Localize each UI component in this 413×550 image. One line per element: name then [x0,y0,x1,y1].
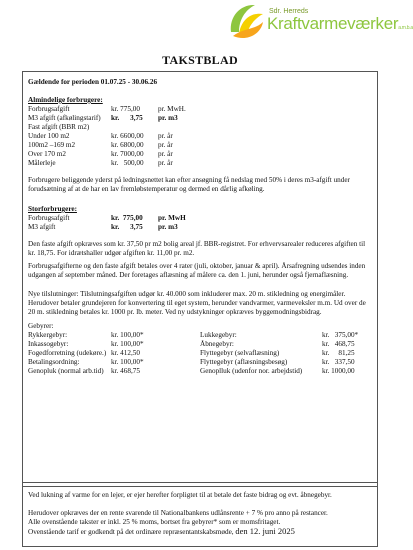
general-row-label: Forbrugsafgift [28,105,70,113]
general-row-unit: pr. år [158,141,173,149]
fee-label: Flyttegebyr (aflæsningsbesøg) [200,358,288,366]
large-row-value: kr. 775,00 [111,214,143,222]
footer-line-4 [28,527,295,537]
general-row-value: kr. 500,00 [111,159,144,167]
general-row-value: kr. 775,00 [111,105,140,113]
fee-label: Genoplluk (udenfor nor. arbejdstid) [200,367,303,375]
general-row-label: 100m2 –169 m2 [28,141,76,149]
meeting-date: den 12. juni 2025 [235,526,295,536]
fee-value: kr. 100,00* [111,331,144,339]
page-title: TAKSTBLAD [162,53,238,67]
general-row-value: kr. 6800,00 [111,141,144,149]
footer-line-4-prefix: Ovenstående tarif er godkendt på det ordinære repræsentantskabsmøde, [28,528,234,536]
general-row-unit: pr. år [158,132,173,140]
large-row-label: M3 afgift [28,223,56,231]
new-connections-text: Nye tilslutninger: Tilslutningsafgiften udgør kr. 40.000 som inkluderer max. 20 m. stikledning og energimåler. Herudover betaler grundejeren for konvertering til eget system, herunder vandvarmer, varmeveksler m.m. Ud over de 20 m. stikledning betales kr. 1000 pr. lb. meter. Ved ny udstykninger opkræves byggemodningsbidrag. [28,290,366,316]
fee-value: kr. 100,00* [111,358,144,366]
logo-suffix: a.m.b.a [398,25,413,31]
fee-label: Fogedforretning (udekøre.) [28,349,107,357]
leaf-logo-icon [225,2,269,46]
general-row-unit: pr. år [158,150,173,158]
company-logo [225,2,413,46]
footer-line-1: Ved lukning af varme for en lejer, er ejer herefter forpligtet til at betale det faste bidrag og evt. åbnegebyr. [28,491,332,499]
general-row-label: Fast afgift (BBR m2) [28,123,90,131]
footer-line-3: Alle ovenstående takster er inkl. 25 % moms, bortset fra gebyrer* som er momsfritaget. [28,518,281,526]
general-row-unit: pr. m3 [158,114,178,122]
fee-label: Inkassogebyr: [28,340,69,348]
fee-label: Betalingsordning: [28,358,80,366]
general-row-label: Målerleje [28,159,56,167]
fees-heading: Gebyrer: [28,322,54,330]
period-heading: Gældende for perioden 01.07.25 - 30.06.26 [28,78,158,86]
general-row-value: kr. 6600,00 [111,132,144,140]
general-row-label: M3 afgift (afkølingstarif) [28,114,101,122]
fee-value: kr. 375,00* [322,331,359,339]
fee-value: kr. 412,50 [111,349,140,357]
fee-value: kr. 100,00* [111,340,144,348]
fee-value: kr. 468,75 [111,367,140,375]
general-row-unit: pr. år [158,159,173,167]
fee-label: Åbnegebyr: [200,340,234,348]
logo-small-text: Sdr. Herreds [269,8,309,15]
fee-label: Rykkergebyr: [28,331,68,339]
large-row-unit: pr. MwH [158,214,186,222]
fee-label: Genopluk (normal arb.tid) [28,367,104,375]
fixed-fee-text: Den faste afgift opkræves som kr. 37,50 pr m2 bolig areal jf. BBR-registret. For erhvervsarealer reduceres afgiften til kr. 18,75. For idrætshaller udgør afgiften kr. 11,00 pr. m2. [28,240,366,257]
general-row-label: Over 170 m2 [28,150,66,158]
footer-line-2: Herudover opkræves der en rente svarende til Nationalbankens udlånsrente + 7 % pro anno på restancer. [28,509,328,517]
large-row-label: Forbrugsafgift [28,214,70,222]
general-row-unit: pr. MwH. [158,105,186,113]
general-row-value: kr. 7000,00 [111,150,144,158]
fee-value: kr. 337,50 [322,358,355,366]
fee-label: Lukkegebyr: [200,331,237,339]
general-row-value: kr. 3,75 [111,114,143,122]
large-row-value: kr. 3,75 [111,223,143,231]
fee-label: Flyttegebyr (selvaflæsning) [200,349,280,357]
fee-value: kr. 468,75 [322,340,355,348]
general-row-label: Under 100 m2 [28,132,70,140]
large-heading: Storforbrugere: [28,205,77,213]
billing-text: Forbrugsafgifterne og den faste afgift betales over 4 rater (juli, oktober, januar & april). Årsafregning udsendes inden udgangen af september måned. Der foretages aflæsning af målere ca. den 1. juni, herunder også fjernaflæsning. [28,262,366,279]
fee-value: kr. 81,25 [322,349,355,357]
logo-name: Kraftvarmeværker [267,14,399,33]
general-heading: Almindelige forbrugere: [28,96,103,104]
fee-value: kr. 1000,00 [322,367,355,375]
remote-consumers-text: Forbrugere beliggende yderst på ledningsnettet kan efter ansøgning få nedslag med 50% i deres m3-afgift under forudsætning af at de har en lav fremløbstemperatur og dermed en dårlig afkøling. [28,176,350,193]
large-row-unit: pr. m3 [158,223,178,231]
